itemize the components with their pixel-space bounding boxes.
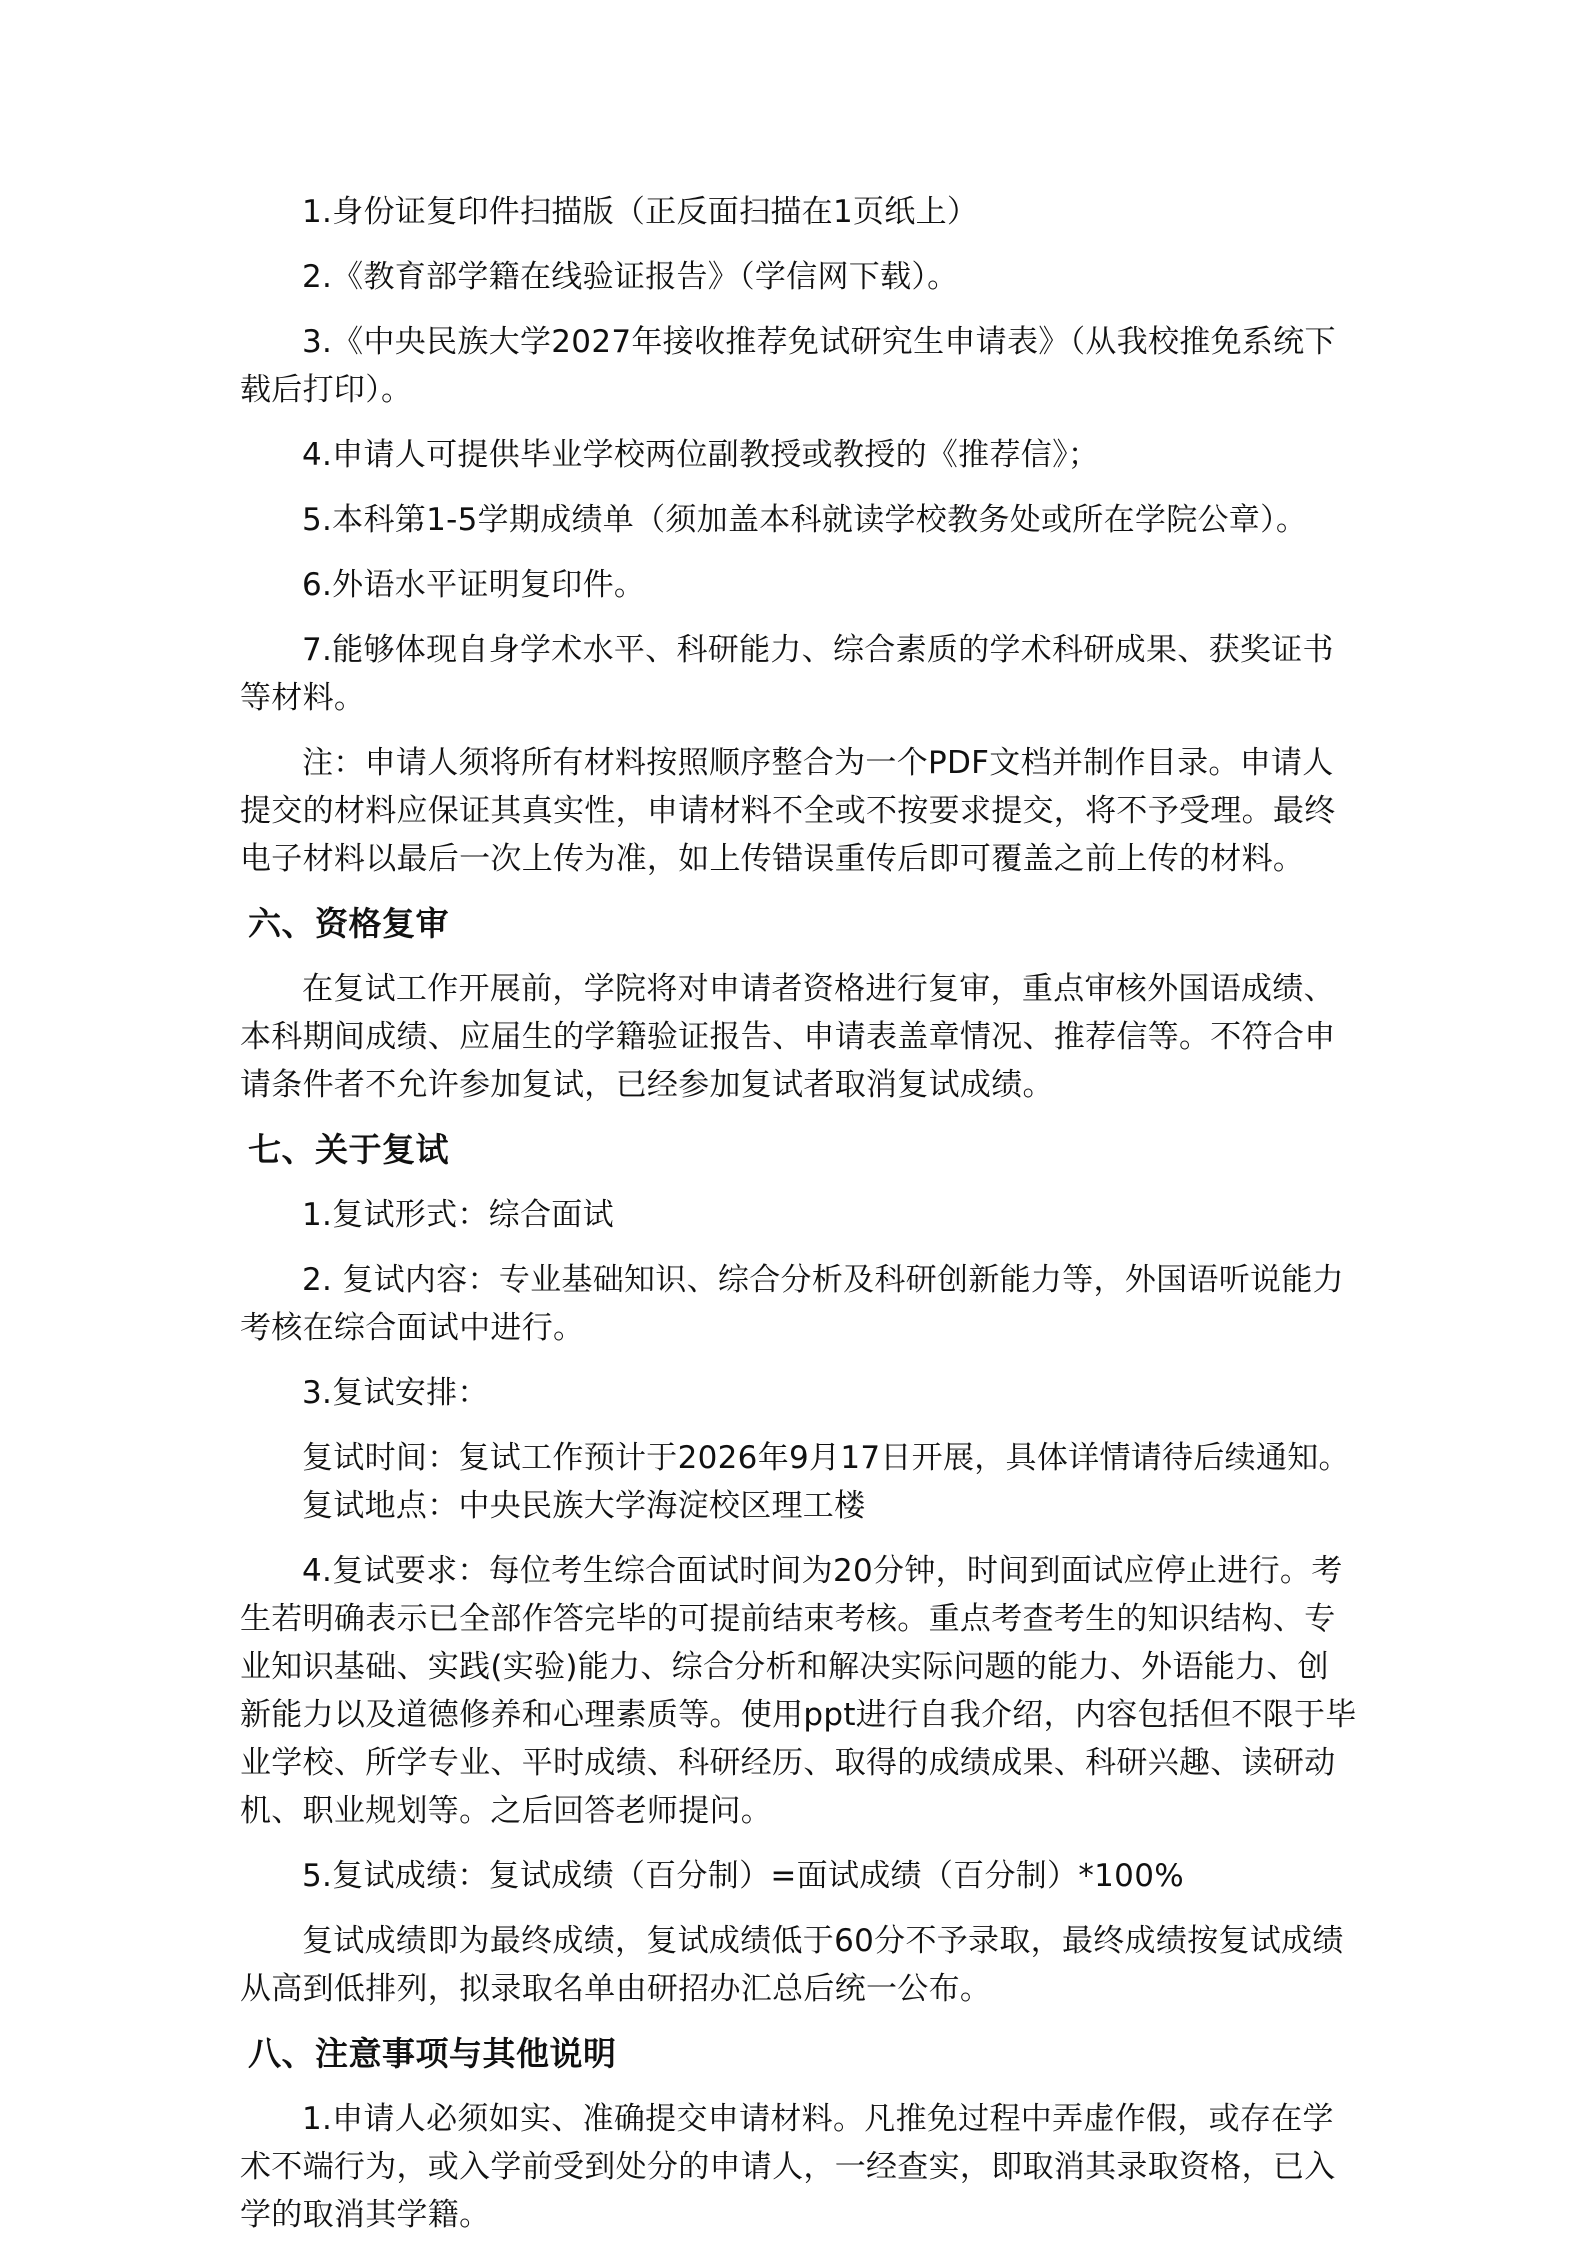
- section-6-heading: 六、资格复审: [248, 904, 449, 943]
- material-item-4: 4.申请人可提供毕业学校两位副教授或教授的《推荐信》；: [302, 437, 1100, 473]
- document-page: [240, 188, 1360, 2256]
- interview-requirements: 4.复试要求：每位考生综合面试时间为20分钟，时间到面试应停止进行。考生若明确表示已全部作答完毕的可提前结束考核。重点考查考生的知识结构、专业知识基础、实践(实验)能力、综合分析和解决实际问题的能力、外语能力、创新能力以及道德修养和心理素质等。使用ppt进行自我介绍，内容包括但不限于毕业学校、所学专业、平时成绩、科研经历、取得的成绩成果、科研兴趣、读研动机、职业规划等。之后回答老师提问。: [240, 1553, 1357, 1829]
- section-6-body: 在复试工作开展前，学院将对申请者资格进行复审，重点审核外国语成绩、本科期间成绩、应届生的学籍验证报告、申请表盖章情况、推荐信等。不符合申请条件者不允许参加复试，已经参加复试者取消复试成绩。: [240, 971, 1336, 1103]
- material-item-3: 3.《中央民族大学2027年接收推荐免试研究生申请表》（从我校推免系统下载后打印）。: [240, 324, 1336, 408]
- material-item-7: 7.能够体现自身学术水平、科研能力、综合素质的学术科研成果、获奖证书等材料。: [240, 632, 1334, 716]
- interview-form: 1.复试形式：综合面试: [302, 1197, 614, 1233]
- interview-place: 复试地点：中央民族大学海淀校区理工楼: [302, 1488, 866, 1524]
- interview-content: 2. 复试内容：专业基础知识、综合分析及科研创新能力等，外国语听说能力考核在综合面试中进行。: [240, 1262, 1344, 1346]
- material-item-2: 2.《教育部学籍在线验证报告》（学信网下载）。: [302, 259, 959, 295]
- final-score-rule: 复试成绩即为最终成绩，复试成绩低于60分不予录取，最终成绩按复试成绩从高到低排列，拟录取名单由研招办汇总后统一公布。: [240, 1923, 1344, 2007]
- notice-item-1: 1.申请人必须如实、准确提交申请材料。凡推免过程中弄虚作假，或存在学术不端行为，或入学前受到处分的申请人，一经查实，即取消其录取资格，已入学的取消其学籍。: [240, 2101, 1336, 2233]
- materials-note: 注：申请人须将所有材料按照顺序整合为一个PDF文档并制作目录。申请人提交的材料应保证其真实性，申请材料不全或不按要求提交，将不予受理。最终电子材料以最后一次上传为准，如上传错误重传后即可覆盖之前上传的材料。: [240, 745, 1336, 877]
- material-item-1: 1.身份证复印件扫描版（正反面扫描在1页纸上）: [302, 194, 979, 230]
- section-7-heading: 七、关于复试: [248, 1130, 449, 1169]
- interview-arrangement: 3.复试安排：: [302, 1375, 489, 1411]
- section-8-heading: 八、注意事项与其他说明: [248, 2034, 617, 2073]
- material-item-5: 5.本科第1-5学期成绩单（须加盖本科就读学校教务处或所在学院公章）。: [302, 502, 1308, 538]
- interview-score: 5.复试成绩：复试成绩（百分制）=面试成绩（百分制）*100%: [302, 1858, 1184, 1894]
- interview-time: 复试时间：复试工作预计于2026年9月17日开展，具体详情请待后续通知。: [302, 1440, 1350, 1476]
- material-item-6: 6.外语水平证明复印件。: [302, 567, 646, 603]
